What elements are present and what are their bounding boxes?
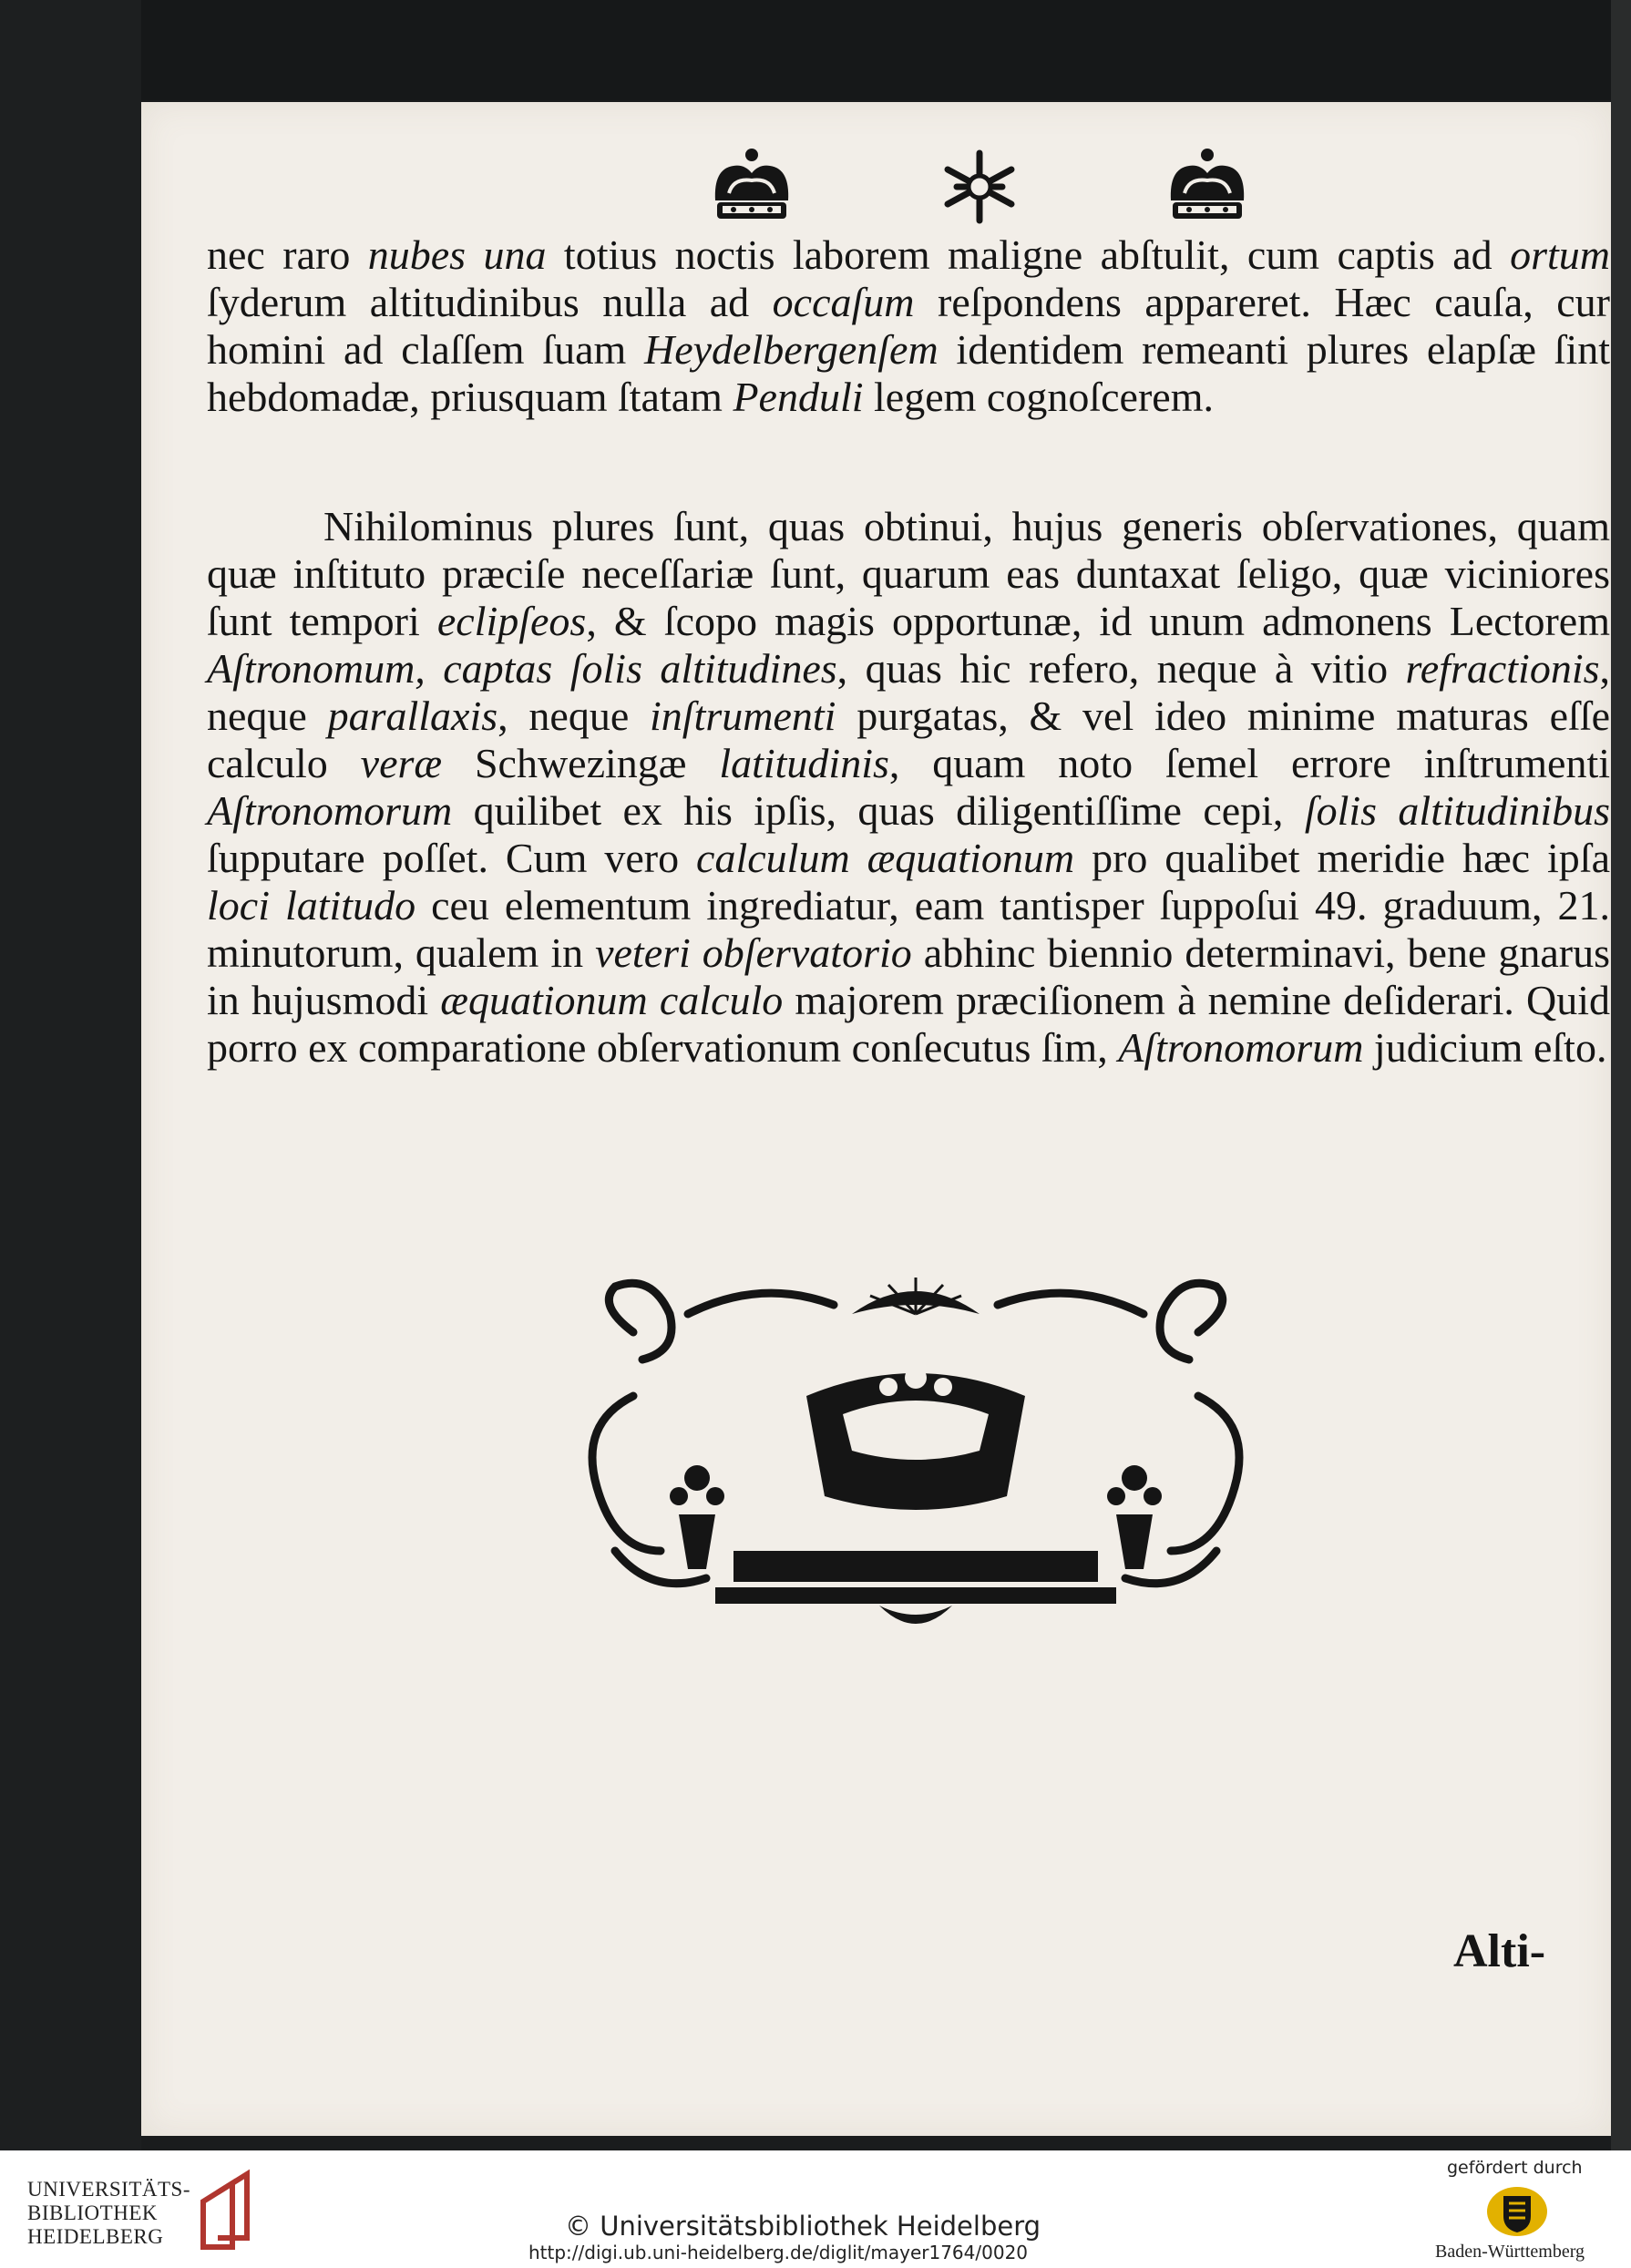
text-run-10: purgatas, & vel ideo minime maturas eſſe calculo — [207, 693, 1610, 786]
text-run-14: , quam noto ſemel errore inſtrumenti — [888, 740, 1611, 786]
paragraph-1 — [207, 231, 1610, 421]
footer-bar — [0, 2150, 1631, 2268]
italic-run-17: ſolis altitudinibus — [1304, 787, 1611, 834]
text-run-12: Schwezingæ — [442, 740, 720, 786]
italic-run-1: eclipſeos — [436, 598, 587, 644]
italic-run-15: Aſtronomorum — [207, 787, 453, 834]
library-name-line2: BIBLIOTHEK — [27, 2201, 158, 2224]
scan-background-left — [0, 0, 141, 2150]
italic-run-11: veræ — [360, 740, 443, 786]
copyright-text: © Universitätsbibliothek Heidelberg — [565, 2211, 1041, 2242]
text-run-10: legem cognoſcerem. — [863, 374, 1214, 420]
italic-run-27: Aſtronomorum — [1118, 1024, 1364, 1071]
italic-run-7: Heydelbergenſem — [644, 326, 939, 373]
sponsor-label: gefördert durch — [1447, 2158, 1583, 2178]
italic-run-13: latitudinis — [719, 740, 889, 786]
italic-run-5: refractionis — [1405, 645, 1600, 692]
text-run-16: quilibet ex his ipſis, quas diligentiſſime cepi, — [452, 787, 1305, 834]
text-run-8: , neque — [498, 693, 651, 739]
permalink-url[interactable]: http://digi.ub.uni-heidelberg.de/diglit/mayer1764/0020 — [528, 2242, 1029, 2263]
paragraph-1-text — [207, 231, 1610, 421]
paragraph-2 — [207, 503, 1610, 1072]
crown-icon — [1162, 146, 1253, 228]
italic-run-7: parallaxis — [327, 693, 498, 739]
italic-run-21: loci latitudo — [207, 882, 416, 929]
italic-run-25: æquationum calculo — [440, 977, 784, 1023]
star-icon — [939, 146, 1021, 228]
text-run-6: reſpondens appareret. Hæc cauſa, cur homini ad claſſem ſuam — [207, 279, 1610, 373]
text-run-2: totius noctis laborem maligne abſtulit, cum captis ad — [546, 231, 1511, 278]
text-run-28: judicium eſto. — [1363, 1024, 1607, 1071]
sponsor-name: Baden-Württemberg — [1435, 2242, 1585, 2262]
text-run-22: ceu elementum ingrediatur, eam tantisper ſuppoſui 49. graduum, 21. minutorum, qualem in — [207, 882, 1610, 976]
library-name-line1: UNIVERSITÄTS- — [27, 2178, 190, 2201]
italic-run-3: ortum — [1510, 231, 1610, 278]
text-run-2: , & ſcopo magis opportunæ, id unum admonens Lectorem — [586, 598, 1610, 644]
text-run-4: , quas hic refero, neque à vitio — [836, 645, 1406, 692]
baroque-vignette — [579, 1278, 1253, 1642]
head-ornament-row — [706, 137, 1253, 237]
text-run-4: ſyderum altitudinibus nulla ad — [207, 279, 773, 325]
text-run-6: , neque — [207, 645, 1610, 739]
italic-run-19: calculum æquationum — [696, 835, 1075, 881]
italic-run-3: Aſtronomum, captas ſolis altitudines — [207, 645, 837, 692]
italic-run-9: inſtrumenti — [650, 693, 836, 739]
library-name — [27, 2178, 191, 2249]
text-run-0: Nihilominus plures ſunt, quas obtinui, hujus generis obſervationes, quam quæ inſtituto præciſe neceſſariæ ſunt, quarum eas duntaxat ſeligo, quæ viciniores ſunt tempori — [207, 503, 1610, 644]
italic-run-9: Penduli — [733, 374, 864, 420]
text-run-0: nec raro — [207, 231, 368, 278]
text-run-20: pro qualibet meridie hæc ipſa — [1074, 835, 1610, 881]
book-page — [141, 102, 1611, 2136]
crown-icon — [706, 146, 797, 228]
ub-heidelberg-logo-icon[interactable] — [196, 2165, 262, 2253]
baden-wuerttemberg-coat-of-arms-icon[interactable] — [1485, 2185, 1549, 2238]
text-run-18: ſupputare poſſet. Cum vero — [207, 835, 697, 881]
italic-run-23: veteri obſervatorio — [595, 929, 912, 976]
text-run-8: identidem remeanti plures elapſæ ſint hebdomadæ, priusquam ſtatam — [207, 326, 1611, 420]
paragraph-2-text — [207, 503, 1610, 1072]
text-run-26: majorem præciſionem à nemine deſiderari. Quid porro ex comparatione obſervationum conſecutus ſim, — [207, 977, 1610, 1071]
italic-run-5: occaſum — [772, 279, 915, 325]
text-run-24: abhinc biennio determinavi, bene gnarus in hujusmodi — [207, 929, 1610, 1023]
library-name-line3: HEIDELBERG — [27, 2225, 164, 2248]
scan-background-top — [0, 0, 1631, 100]
italic-run-1: nubes una — [367, 231, 547, 278]
scan-background-right — [1611, 0, 1631, 2150]
catchword: Alti- — [1453, 1925, 1546, 1977]
